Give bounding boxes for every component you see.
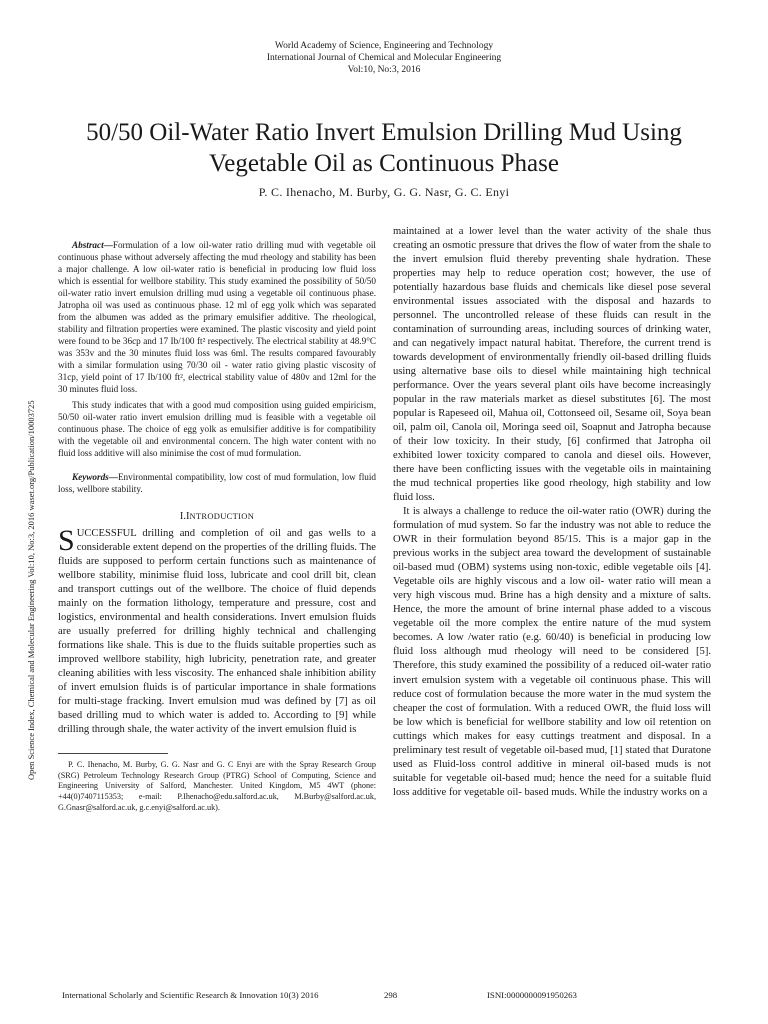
page-footer [62,990,712,1004]
abstract-label: Abstract [72,240,104,250]
page-number: 298 [384,990,398,1000]
section-heading-introduction [58,509,376,524]
abstract-text-1: Formulation of a low oil-water ratio drilling mud with vegetable oil continuous phase without adversely affecting the mud rheology and stability has been a major challenge. A low oil-water ratio is beneficial in producing low fluid loss which is essential for wellbore stability. This study examined the possibility of 50/50 oil-water ratio invert emulsion drilling mud using a vegetable oil continuous phase. Jatropha oil was used as continuous phase. 12 ml of egg yolk which was separated from the albumen was added as the primary emulsifier additive. The rheological, stability and filtration properties were examined. The plastic viscosity and yield point were found to be 36cp and 17 Ib/100 ft² respectively. The electrical stability at 48.9°C was 353v and the 30 minutes fluid loss was 6ml. The results compared favourably with a similar formulation using 70/30 oil - water ratio giving plastic viscosity of 31cp, yield point of 17 Ib/100 ft², electrical stability value of 480v and 12ml for the 30 minutes fluid loss. [58,240,376,394]
intro-paragraph [58,524,376,737]
paper-authors: P. C. Ihenacho, M. Burby, G. G. Nasr, G. C. Enyi [258,185,510,199]
side-margin-text: Open Science Index, Chemical and Molecular Engineering Vol:10, No:3, 2016 waset.org/Publication/10003725 [26,400,36,780]
author-footnote: P. C. Ihenacho, M. Burby, G. G. Nasr and G. C Enyi are with the Spray Research Group (SRG) Petroleum Technology Research Group (PTRG) School of Computing, Science and Engineering University of Salford, Manchester. United Kingdom, M5 4WT (phone: +44(0)7407115353; e-mail: P.Ihenacho@edu.salford.ac.uk, M.Burby@salford.ac.uk, G.Gnasr@salford.ac.uk, g.c.enyi@salford.ac.uk). [58,760,376,812]
footer-isni: ISNI:0000000091950263 [487,990,577,1000]
right-paragraph-2: It is always a challenge to reduce the oil-water ratio (OWR) during the formulation of mud system. So far the industry was not able to reduce the OWR in their formulation beyond 85/15. This is a major gap in the previous works in the subject area toward the development of sustainable oil-based mud (OBM) systems using non-toxic, edible vegetable oils [4]. Vegetable oils are highly viscous and a low oil- water ratio will mean a very high viscous mud. Brine has a high density and a mixture of salts. Hence, the more the amount of brine internal phase added to a viscous vegetable oil the more complex the entire nature of the mud system becomes. A low /water ratio (e.g. 60/40) is beneficial in producing low fluid loss although mud rheology will need to be considered [5]. Therefore, this study examined the possibility of a reduced oil-water ratio invert emulsion system with a vegetable oil continuous phase. This will reduce cost of formulation because the more water in the mud system the cheaper the cost of formulation. With a reduced OWR, the fluid loss will be low which is beneficial for wellbore stability and low oil retention on cuttings which makes for easy cuttings treatment and disposal. In a preliminary test result of vegetable oil-based mud, [1] stated that Duratone used as Fluid-loss control additive in mineral oil-based muds is not suitable for vegetable oil-based mud; hence the need for a suitable fluid loss additive for vegetable oil- based muds. While the industry works on a [393,506,711,798]
side-margin-note [26,360,38,780]
journal-publisher: World Academy of Science, Engineering and Technology [274,41,494,51]
journal-name: International Journal of Chemical and Molecular Engineering [266,53,502,63]
keywords-label: Keywords [72,472,109,482]
left-column [58,239,376,813]
journal-volume: Vol:10, No:3, 2016 [347,65,421,75]
abstract-paragraph-2: This study indicates that with a good mud composition using guided empiricism, 50/50 oil-water ratio invert emulsion drilling mud is feasible with a vegetable oil continuous phase. The choice of egg yolk as emulsifier additive is for compatibility with the vegetable oil and environmental concern. The high water content with no fluid loss additive will also minimise the cost of mud formulation. [58,400,376,458]
keywords-text: Environmental compatibility, low cost of mud formulation, low fluid loss, wellbore stability. [58,472,376,494]
abstract-paragraph-1: Abstract—Formulation of a low oil-water ratio drilling mud with vegetable oil continuous phase without adversely affecting the mud rheology and stability has been a major challenge. A low oil-water ratio is beneficial in producing low fluid loss which is essential for wellbore stability. This study examined the possibility of 50/50 oil-water ratio invert emulsion drilling mud using a vegetable oil continuous phase. Jatropha oil was used as continuous phase. 12 ml of egg yolk which was separated from the albumen was added as the primary emulsifier additive. The rheological, stability and filtration properties were examined. The plastic viscosity and yield point were found to be 36cp and 17 Ib/100 ft² respectively. The electrical stability at 48.9°C was 353v and the 30 minutes fluid loss was 6ml. The results compared favourably with a similar formulation using 70/30 oil - water ratio giving plastic viscosity of 31cp, yield point of 17 Ib/100 ft², electrical stability value of 480v and 12ml for the 30 minutes fluid loss. [58,240,376,394]
paper-title: 50/50 Oil-Water Ratio Invert Emulsion Drilling Mud Using Vegetable Oil as Continuous Phase [86,119,682,177]
right-paragraph-1: maintained at a lower level than the water activity of the shale thus creating an osmotic pressure that drives the flow of water from the shale to the invert emulsion fluid thereby preventing shale hydration. These properties may help to reduce operation cost; however, the use of potentially hazardous base fluids and chemicals like diesel pose several environmental issues associated with the disposal and hazards to personnel. The uncontrolled release of these fluids can result in the contamination of surrounding areas, including sources of drinking water, and can negatively impact natural habitat. Therefore, the current trend is towards development of environmentally friendly oil-based drilling fluids using alternative base oils to diesel while maintaining high technical performance. Over the years several plant oils have become increasingly popular in the raw materials market as diesel substitutes [6]. The most popular is Rapeseed oil, Mahua oil, Cottonseed oil, Sesame oil, Soya bean oil, palm oil, Canola oil, Moringa seed oil, Soapnut and Jatropha because of their low toxicity. In their study, [6] confirmed that Jatropha oil exhibited lower toxicity compared to canola and diesel oils. However, there have been conflicting issues with the vegetable oils in maintaining the mud technical properties like good rheology, high stability and low fluid loss. [393,226,711,504]
footer-publisher: International Scholarly and Scientific Research & Innovation 10(3) 2016 [62,990,319,1000]
section-numeral: I. [179,511,186,522]
footnote-rule [58,753,168,754]
keywords-paragraph: Keywords—Environmental compatibility, low cost of mud formulation, low fluid loss, wellbore stability. [58,472,376,494]
intro-text: drilling and completion of oil and gas wells to a considerable extent depend on the properties of the drilling fluids. The fluids are supposed to perform certain functions such as maintenance of wellbore stability, minimise fluid loss, lubricate and cool drill bit, clean and transport cuttings out of the wellbore. The choice of fluid depends mainly on the formation lithology, temperature and pressure, cost and logistics, environmental and health considerations. Invert emulsion fluids are usually preferred for drilling highly technical and challenging formations like shale. This is due to the fluids suitable properties such as improved wellbore stability, high lubricity, penetration rate, and greater cleaning abilities with less viscosity. The enhanced shale inhibition ability of invert emulsion fluids is of particular importance in shale formations for multi-stage fracking. Invert emulsion mud was defined by [7] as oil based drilling mud to which water is added to. According to [9] while drilling through shale, the water activity of the invert emulsion fluid is [58,528,376,736]
drop-cap: S [58,524,75,557]
section-first-letter: I [185,511,190,522]
intro-lead-word: UCCESSFUL [76,528,137,539]
right-column [393,225,711,800]
section-title-rest: NTRODUCTION [189,511,255,521]
journal-header [0,40,768,76]
